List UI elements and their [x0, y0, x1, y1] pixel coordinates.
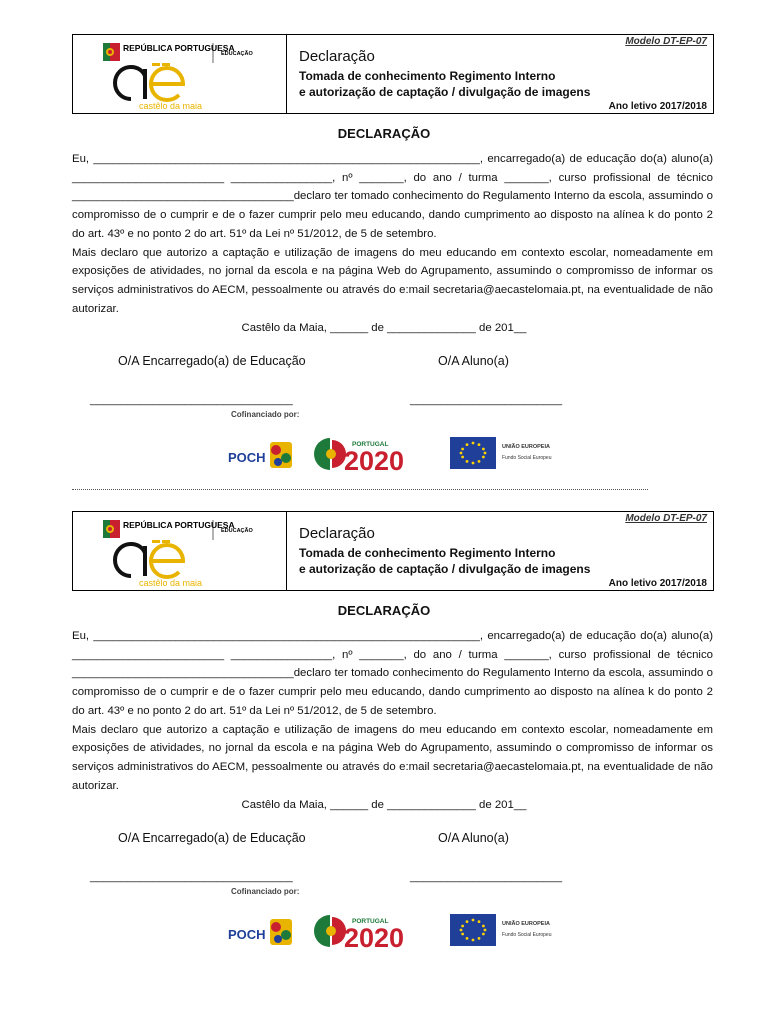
logo-republica-text: REPÚBLICA PORTUGUESA — [123, 520, 235, 530]
declaration-form-1 — [0, 34, 768, 494]
declaration-body — [72, 150, 713, 318]
signature-label-aluno: O/A Aluno(a) — [438, 354, 509, 368]
logo-educacao-text: EDUCAÇÃO — [221, 528, 253, 534]
date-line: Castêlo da Maia, ______ de ______________ de 201__ — [241, 799, 527, 811]
svg-text:UNIÃO EUROPEIA: UNIÃO EUROPEIA — [502, 444, 550, 450]
signature-line-encarregado: ________________________________ — [90, 394, 293, 406]
svg-text:PORTUGAL: PORTUGAL — [352, 918, 389, 925]
school-logo — [103, 39, 283, 111]
svg-text:POCH: POCH — [228, 927, 266, 942]
svg-text:UNIÃO EUROPEIA: UNIÃO EUROPEIA — [502, 921, 550, 927]
logo-school-text: castêlo da maia — [139, 578, 203, 588]
form-subtitle-1: Tomada de conhecimento Regimento Interno — [299, 69, 556, 83]
form-subtitle-2: e autorização de captação / divulgação de imagens — [299, 85, 591, 99]
signature-label-encarregado: O/A Encarregado(a) de Educação — [118, 354, 306, 368]
svg-text:2020: 2020 — [344, 446, 405, 476]
declaration-body — [72, 627, 713, 795]
cofinanciado-label: Cofinanciado por: — [231, 410, 300, 419]
form-title: Declaração — [299, 525, 375, 542]
ano-letivo: Ano letivo 2017/2018 — [608, 101, 707, 112]
svg-text:2020: 2020 — [344, 923, 405, 953]
cofinanciado-label: Cofinanciado por: — [231, 887, 300, 896]
declaration-heading: DECLARAÇÃO — [337, 126, 431, 141]
paragraph-2: Mais declaro que autorizo a captação e utilização de imagens do meu educando em contexto escolar, nomeadamente em exposições de atividades, no jornal da escola e na página Web do Agrupamento, assumindo o compromisso de informar os serviços administrativos do AECM, pessoalmente ou através do e:mail secretaria@aecastelomaia.pt, na eventualidade de não autorizar. — [72, 246, 713, 315]
funding-logos — [226, 909, 572, 953]
signature-label-encarregado: O/A Encarregado(a) de Educação — [118, 831, 306, 845]
form-header — [72, 34, 714, 114]
paragraph-1: Eu, _____________________________________________________________, encarregado(a) de educação do(a) aluno(a) ________________________ ________________, nº _______, do ano / turma _______, curso profissional de técnico ___________________________________declaro ter tomado conhecimento do Regulamento Interno da escola, assumindo o compromisso de o cumprir e de o fazer cumprir pelo meu educando, dando cumprimento ao disposto na alínea k do ponto 2 do art. 43º e no ponto 2 do art. 51º da Lei nº 51/2012, de 5 de setembro. — [72, 153, 713, 240]
modelo-code: Modelo DT-EP-07 — [625, 513, 707, 524]
modelo-code: Modelo DT-EP-07 — [625, 36, 707, 47]
eu-flag-logo — [450, 914, 552, 946]
form-subtitle-1: Tomada de conhecimento Regimento Interno — [299, 546, 556, 560]
svg-text:POCH: POCH — [228, 450, 266, 465]
ano-letivo: Ano letivo 2017/2018 — [608, 578, 707, 589]
signature-line-aluno: ________________________ — [410, 871, 563, 883]
portugal-2020-logo — [314, 915, 404, 953]
logo-school-text: castêlo da maia — [139, 101, 203, 111]
signature-line-aluno: ________________________ — [410, 394, 563, 406]
svg-text:PORTUGAL: PORTUGAL — [352, 441, 389, 448]
poch-logo — [228, 919, 292, 945]
svg-text:Fundo Social Europeu: Fundo Social Europeu — [502, 455, 552, 461]
poch-logo — [228, 442, 292, 468]
eu-flag-logo — [450, 437, 552, 469]
logo-republica-text: REPÚBLICA PORTUGUESA — [123, 43, 235, 53]
form-header — [72, 511, 714, 591]
signature-label-aluno: O/A Aluno(a) — [438, 831, 509, 845]
form-title: Declaração — [299, 48, 375, 65]
funding-logos — [226, 432, 572, 476]
paragraph-1: Eu, _____________________________________________________________, encarregado(a) de educação do(a) aluno(a) ________________________ ________________, nº _______, do ano / turma _______, curso profissional de técnico ___________________________________declaro ter tomado conhecimento do Regulamento Interno da escola, assumindo o compromisso de o cumprir e de o fazer cumprir pelo meu educando, dando cumprimento ao disposto na alínea k do ponto 2 do art. 43º e no ponto 2 do art. 51º da Lei nº 51/2012, de 5 de setembro. — [72, 630, 713, 717]
logo-educacao-text: EDUCAÇÃO — [221, 51, 253, 57]
school-logo — [103, 516, 283, 588]
date-line: Castêlo da Maia, ______ de ______________ de 201__ — [241, 322, 527, 334]
signature-line-encarregado: ________________________________ — [90, 871, 293, 883]
paragraph-2: Mais declaro que autorizo a captação e utilização de imagens do meu educando em contexto escolar, nomeadamente em exposições de atividades, no jornal da escola e na página Web do Agrupamento, assumindo o compromisso de informar os serviços administrativos do AECM, pessoalmente ou através do e:mail secretaria@aecastelomaia.pt, na eventualidade de não autorizar. — [72, 723, 713, 792]
declaration-heading: DECLARAÇÃO — [337, 603, 431, 618]
cut-line — [72, 489, 648, 490]
svg-text:Fundo Social Europeu: Fundo Social Europeu — [502, 932, 552, 938]
declaration-form-2 — [0, 511, 768, 1011]
form-subtitle-2: e autorização de captação / divulgação de imagens — [299, 562, 591, 576]
portugal-2020-logo — [314, 438, 404, 476]
